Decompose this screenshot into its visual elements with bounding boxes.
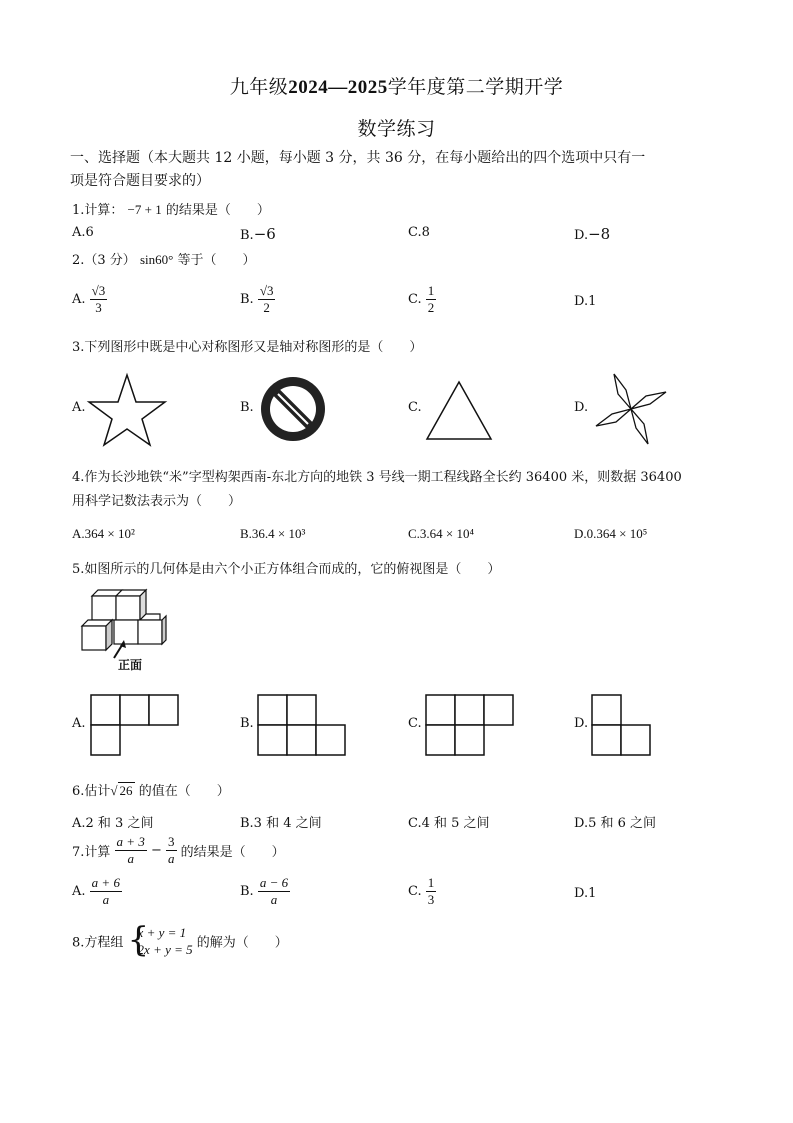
numerator: a − 6 xyxy=(259,875,289,890)
q1-option-a[interactable]: A.6 xyxy=(72,225,94,240)
q6-option-b[interactable]: B.3 和 4 之间 xyxy=(240,816,322,831)
numerator: √3 xyxy=(91,283,106,298)
q7-option-b[interactable] xyxy=(240,875,290,908)
q2-option-a-fraction xyxy=(90,283,108,316)
question-5: 5.如图所示的几何体是由六个小正方体组合而成的，它的俯视图是（ ） xyxy=(72,562,501,577)
q1-option-b-label: B. xyxy=(240,228,254,243)
q8-equation-1: x + y = 1 xyxy=(137,925,187,940)
numerator: √3 xyxy=(259,283,274,298)
q8-equation-2: 2x + y = 5 xyxy=(137,942,193,957)
q6-option-d[interactable]: D.5 和 6 之间 xyxy=(574,816,657,831)
numerator: a + 6 xyxy=(91,875,120,890)
q2-option-b-label: B. xyxy=(240,292,254,307)
q4-option-a[interactable]: A.364 × 10² xyxy=(72,526,135,541)
q4-option-d[interactable]: D.0.364 × 10⁵ xyxy=(574,526,648,541)
denominator: a xyxy=(127,851,134,866)
section-heading-line2: 项是符合题目要求的） xyxy=(70,173,210,189)
numerator: a + 3 xyxy=(116,834,145,849)
top-view-d xyxy=(591,694,653,756)
denominator: 2 xyxy=(427,300,435,315)
q1-option-b-value: −6 xyxy=(253,225,276,243)
q2-option-d[interactable]: D.1 xyxy=(574,294,597,309)
q4-option-c[interactable]: C.3.64 × 10⁴ xyxy=(408,526,475,541)
question-6 xyxy=(72,780,230,799)
q6-option-c[interactable]: C.4 和 5 之间 xyxy=(408,816,490,831)
q7-prefix: 7.计算 xyxy=(72,845,111,860)
q6-option-a[interactable]: A.2 和 3 之间 xyxy=(72,816,154,831)
q1-option-d-label: D. xyxy=(574,228,589,243)
q3-option-c-label[interactable]: C. xyxy=(408,400,422,415)
top-view-c xyxy=(425,694,515,756)
question-3: 3.下列图形中既是中心对称图形又是轴对称图形的是（ ） xyxy=(72,340,423,355)
q2-option-a[interactable] xyxy=(72,283,107,316)
pinwheel-figure xyxy=(592,370,670,448)
no-entry-sign-figure xyxy=(258,374,328,444)
q7-suffix: 的结果是（ ） xyxy=(180,845,285,860)
q7-option-c-label: C. xyxy=(408,884,422,899)
q1-option-d[interactable] xyxy=(574,225,610,243)
numerator: 3 xyxy=(168,834,175,849)
q5-option-a-label[interactable]: A. xyxy=(72,716,86,731)
q7-fraction-2 xyxy=(166,834,177,867)
top-view-a xyxy=(90,694,180,756)
title-prefix: 九年级 xyxy=(229,76,289,98)
q3-option-d-label[interactable]: D. xyxy=(574,400,589,415)
q8-prefix: 8.方程组 xyxy=(72,935,124,951)
q7-minus: − xyxy=(150,843,162,858)
q3-option-a-label[interactable]: A. xyxy=(72,400,86,415)
denominator: 2 xyxy=(263,300,270,315)
q7-option-b-fraction xyxy=(258,875,290,908)
q2-suffix: 等于（ ） xyxy=(177,253,256,268)
question-4-line2: 用科学记数法表示为（ ） xyxy=(72,494,242,509)
q6-prefix: 6.估计 xyxy=(72,784,111,799)
question-8 xyxy=(72,920,288,960)
q1-suffix: 的结果是（ ） xyxy=(165,203,270,218)
q7-fraction-1 xyxy=(115,834,147,867)
triangle-figure xyxy=(424,380,494,442)
q6-radicand: 26 xyxy=(119,783,133,798)
q2-option-c-fraction xyxy=(426,283,437,316)
q2-option-c[interactable] xyxy=(408,283,436,316)
denominator: a xyxy=(270,892,278,907)
q1-option-c[interactable]: C.8 xyxy=(408,225,430,240)
q7-option-a-fraction xyxy=(90,875,122,908)
front-label: 正面 xyxy=(118,658,143,672)
q7-option-a-label: A. xyxy=(72,884,86,899)
q7-option-c-fraction xyxy=(426,875,437,908)
q6-suffix: 的值在（ ） xyxy=(138,784,230,799)
q3-option-b-label[interactable]: B. xyxy=(240,400,254,415)
question-1 xyxy=(72,199,270,218)
q5-option-d-label[interactable]: D. xyxy=(574,716,589,731)
q7-option-c[interactable] xyxy=(408,875,436,908)
denominator: a xyxy=(102,892,110,907)
q5-option-c-label[interactable]: C. xyxy=(408,716,422,731)
page-title xyxy=(0,72,793,99)
numerator: 1 xyxy=(427,875,435,890)
q2-prefix: 2.（3 分） xyxy=(72,253,136,268)
question-2 xyxy=(72,249,255,268)
denominator: 3 xyxy=(95,300,102,315)
q1-option-b[interactable] xyxy=(240,225,276,243)
q4-option-b[interactable]: B.36.4 × 10³ xyxy=(240,526,306,541)
q2-option-a-label: A. xyxy=(72,292,86,307)
q1-prefix: 1.计算： xyxy=(72,203,124,218)
q7-option-d[interactable]: D.1 xyxy=(574,886,597,901)
q8-system xyxy=(127,920,193,960)
title-years: 2024—2025 xyxy=(288,77,388,98)
q7-option-b-label: B. xyxy=(240,884,254,899)
denominator: a xyxy=(168,851,175,866)
numerator: 1 xyxy=(427,283,435,298)
denominator: 3 xyxy=(427,892,435,907)
q1-option-d-value: −8 xyxy=(588,225,611,243)
brace-icon: { xyxy=(127,920,150,960)
section-heading-line1: 一、选择题（本大题共 12 小题，每小题 3 分，共 36 分，在每小题给出的四个选项中只有一 xyxy=(70,150,646,166)
title-suffix: 学年度第二学期开学 xyxy=(387,76,564,98)
q2-option-b-fraction xyxy=(258,283,276,316)
q8-suffix: 的解为（ ） xyxy=(196,935,288,951)
star-figure xyxy=(86,373,168,447)
q2-expression: sin60° xyxy=(139,252,174,267)
question-4-line1: 4.作为长沙地铁“米”字型构架西南-东北方向的地铁 3 号线一期工程线路全长约 36400 米，则数据 36400 xyxy=(72,470,682,485)
page-subtitle: 数学练习 xyxy=(357,118,436,140)
q2-option-b[interactable] xyxy=(240,283,275,316)
q6-sqrt: √ 26 xyxy=(110,783,133,798)
top-view-b xyxy=(257,694,347,756)
question-7 xyxy=(72,834,285,867)
q7-option-a[interactable] xyxy=(72,875,122,908)
q1-expression: −7 + 1 xyxy=(127,202,162,217)
q5-option-b-label[interactable]: B. xyxy=(240,716,254,731)
q2-option-c-label: C. xyxy=(408,292,422,307)
